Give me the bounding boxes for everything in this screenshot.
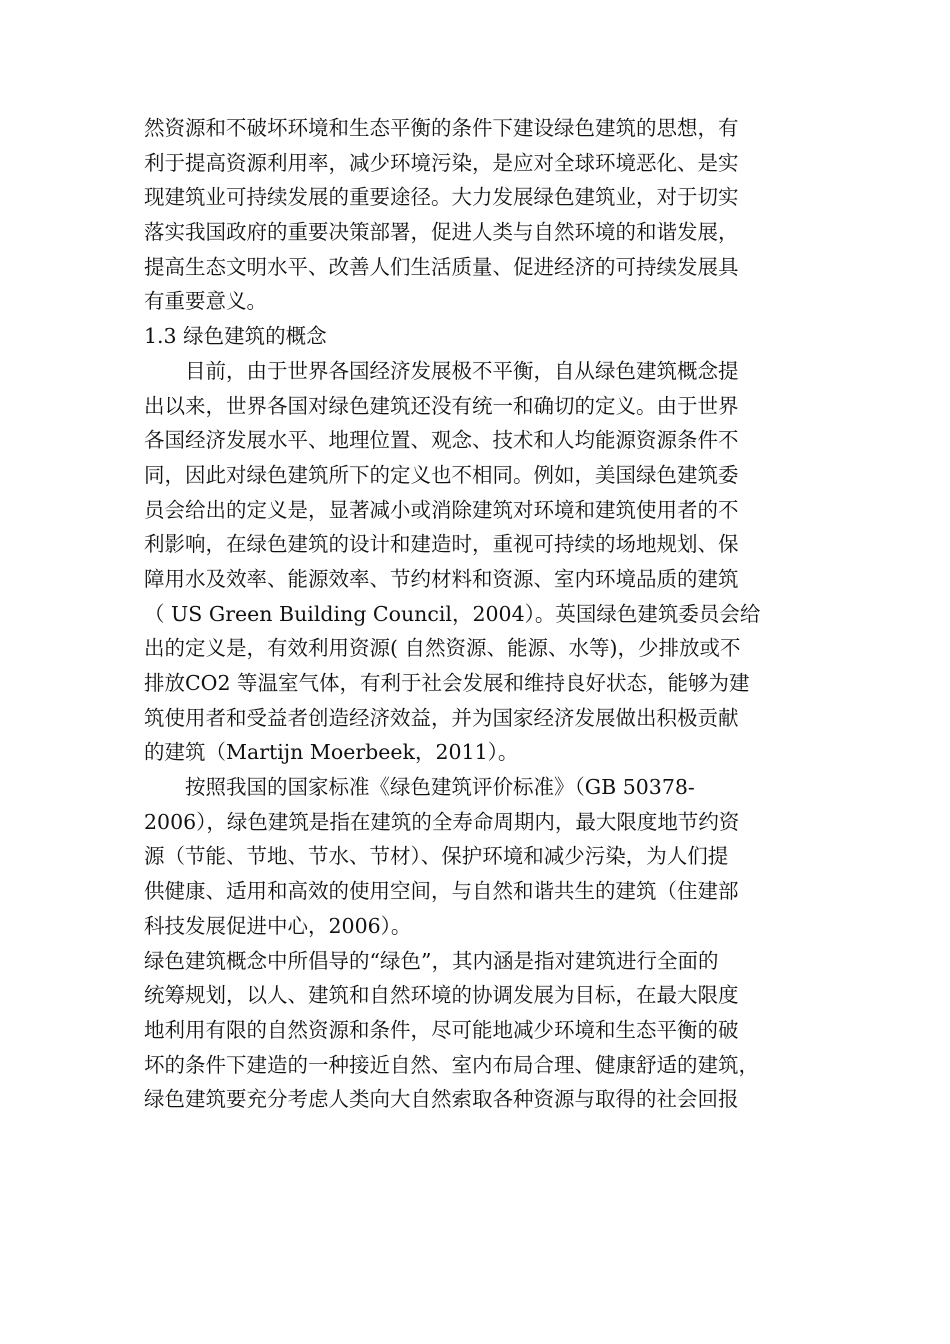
- text-line: 地利用有限的自然资源和条件，尽可能地减少环境和生态平衡的破: [144, 1017, 739, 1042]
- text-line: 利于提高资源利用率，减少环境污染，是应对全球环境恶化、是实: [144, 150, 739, 175]
- text-line: 2006），绿色建筑是指在建筑的全寿命周期内，最大限度地节约资: [144, 809, 740, 834]
- text-line: 按照我国的国家标准《绿色建筑评价标准》（GB 50378-: [185, 775, 695, 800]
- text-line: 利影响，在绿色建筑的设计和建造时，重视可持续的场地规划、保: [144, 532, 739, 557]
- paragraph: [144, 770, 812, 943]
- text-line: 筑使用者和受益者创造经济效益，并为国家经济发展做出积极贡献: [144, 705, 739, 730]
- text-line: 供健康、适用和高效的使用空间，与自然和谐共生的建筑（住建部: [144, 879, 739, 904]
- section-heading: 1.3 绿色建筑的概念: [144, 324, 327, 349]
- text-line: 障用水及效率、能源效率、节约材料和资源、室内环境品质的建筑: [144, 566, 739, 591]
- paragraph: [144, 111, 812, 319]
- text-line: 统筹规划，以人、建筑和自然环境的协调发展为目标，在最大限度: [144, 983, 739, 1008]
- text-line: 绿色建筑概念中所倡导的“绿色”，其内涵是指对建筑进行全面的: [144, 948, 719, 973]
- text-line: 源（节能、节地、节水、节材）、保护环境和减少污染，为人们提: [144, 844, 729, 869]
- text-line: 的建筑（Martijn Moerbeek，2011）。: [144, 740, 519, 765]
- text-line: 绿色建筑要充分考虑人类向大自然索取各种资源与取得的社会回报: [144, 1087, 739, 1112]
- text-line: 各国经济发展水平、地理位置、观念、技术和人均能源资源条件不: [144, 428, 739, 453]
- text-line: 坏的条件下建造的一种接近自然、室内布局合理、健康舒适的建筑，: [144, 1052, 759, 1077]
- text-line: （ US Green Building Council，2004）。英国绿色建筑委员会给: [144, 601, 761, 626]
- text-line: 有重要意义。: [144, 289, 267, 314]
- text-line: 落实我国政府的重要决策部署，促进人类与自然环境的和谐发展，: [144, 220, 739, 245]
- text-line: 出的定义是，有效利用资源( 自然资源、能源、水等)，少排放或不: [144, 636, 741, 661]
- document-page: [144, 111, 812, 1117]
- text-line: 现建筑业可持续发展的重要途径。大力发展绿色建筑业，对于切实: [144, 185, 739, 210]
- text-line: 提高生态文明水平、改善人们生活质量、促进经济的可持续发展具: [144, 254, 739, 279]
- text-line: 排放CO2 等温室气体，有利于社会发展和维持良好状态，能够为建: [144, 671, 750, 695]
- paragraph: [144, 354, 812, 770]
- text-line: 科技发展促进中心，2006）。: [144, 913, 412, 938]
- text-line: 员会给出的定义是，显著减小或消除建筑对环境和建筑使用者的不: [144, 497, 739, 522]
- text-line: 目前，由于世界各国经济发展极不平衡，自从绿色建筑概念提: [185, 358, 739, 383]
- paragraph: [144, 944, 812, 1117]
- text-line: 出以来，世界各国对绿色建筑还没有统一和确切的定义。由于世界: [144, 393, 739, 418]
- text-line: 然资源和不破坏环境和生态平衡的条件下建设绿色建筑的思想，有: [144, 116, 739, 140]
- text-line: 同，因此对绿色建筑所下的定义也不相同。例如，美国绿色建筑委: [144, 462, 739, 487]
